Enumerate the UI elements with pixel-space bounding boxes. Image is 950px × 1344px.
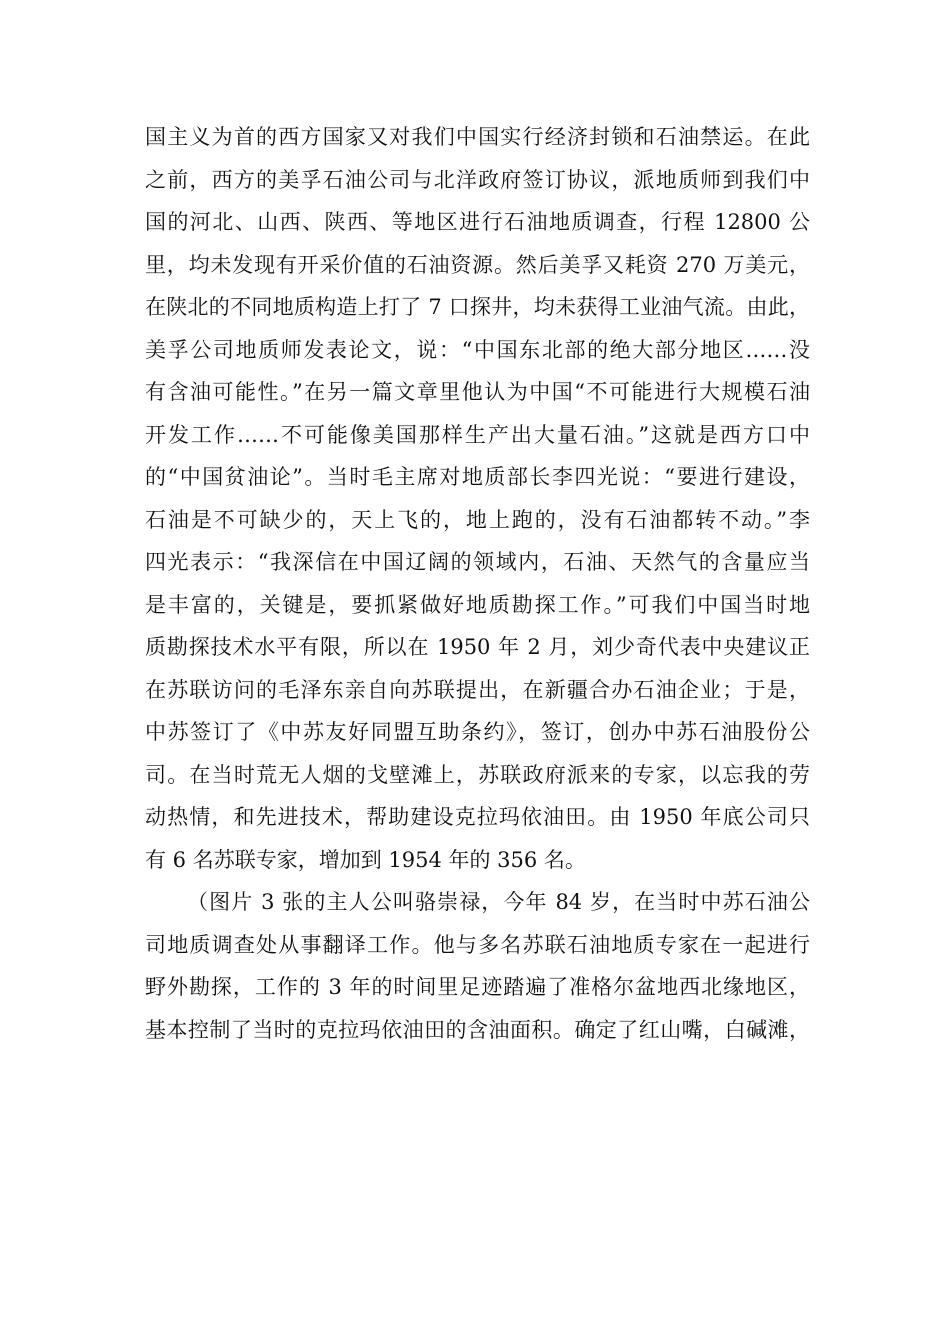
text-line: 开发工作……不可能像美国那样生产出大量石油。”这就是西方口中 — [145, 422, 810, 447]
text-line: 在苏联访问的毛泽东亲自向苏联提出，在新疆合办石油企业；于是， — [145, 677, 810, 702]
text-line: 国的河北、山西、陕西、等地区进行石油地质调查，行程 12800 公 — [145, 210, 810, 234]
text-line: 的“中国贫油论”。当时毛主席对地质部长李四光说：“要进行建设， — [145, 465, 810, 489]
text-line: 里，均未发现有开采价值的石油资源。然后美孚又耗资 270 万美元， — [145, 252, 810, 277]
text-line: 四光表示：“我深信在中国辽阔的领域内，石油、天然气的含量应当 — [145, 550, 810, 574]
paragraph-1 — [145, 116, 810, 881]
body-text — [145, 116, 810, 1051]
text-line: 质勘探技术水平有限，所以在 1950 年 2 月，刘少奇代表中央建议正 — [145, 635, 810, 659]
text-line: 司。在当时荒无人烟的戈壁滩上，苏联政府派来的专家，以忘我的劳 — [145, 762, 810, 787]
text-line: 有含油可能性。”在另一篇文章里他认为中国“不可能进行大规模石油 — [145, 380, 810, 404]
text-line: （图片 3 张的主人公叫骆崇禄，今年 84 岁，在当时中苏石油公 — [187, 890, 810, 914]
text-line: 之前，西方的美孚石油公司与北洋政府签订协议，派地质师到我们中 — [145, 167, 810, 192]
text-line: 司地质调查处从事翻译工作。他与多名苏联石油地质专家在一起进行 — [145, 932, 810, 957]
text-line: 野外勘探，工作的 3 年的时间里足迹踏遍了准格尔盆地西北缘地区， — [145, 975, 810, 999]
text-line: 中苏签订了《中苏友好同盟互助条约》，签订，创办中苏石油股份公 — [145, 720, 810, 744]
paragraph-2 — [145, 881, 810, 1051]
text-line: 有 6 名苏联专家，增加到 1954 年的 356 名。 — [145, 847, 586, 872]
text-line: 在陕北的不同地质构造上打了 7 口探井，均未获得工业油气流。由此， — [145, 295, 810, 319]
text-line: 石油是不可缺少的，天上飞的，地上跑的，没有石油都转不动。”李 — [145, 507, 810, 532]
text-line: 基本控制了当时的克拉玛依油田的含油面积。确定了红山嘴，白碱滩， — [145, 1017, 810, 1042]
text-line: 国主义为首的西方国家又对我们中国实行经济封锁和石油禁运。在此 — [145, 125, 810, 149]
text-line: 动热情，和先进技术，帮助建设克拉玛依油田。由 1950 年底公司只 — [145, 805, 810, 829]
text-line: 是丰富的，关键是，要抓紧做好地质勘探工作。”可我们中国当时地 — [145, 592, 810, 617]
text-line: 美孚公司地质师发表论文，说：“中国东北部的绝大部分地区……没 — [145, 337, 810, 362]
